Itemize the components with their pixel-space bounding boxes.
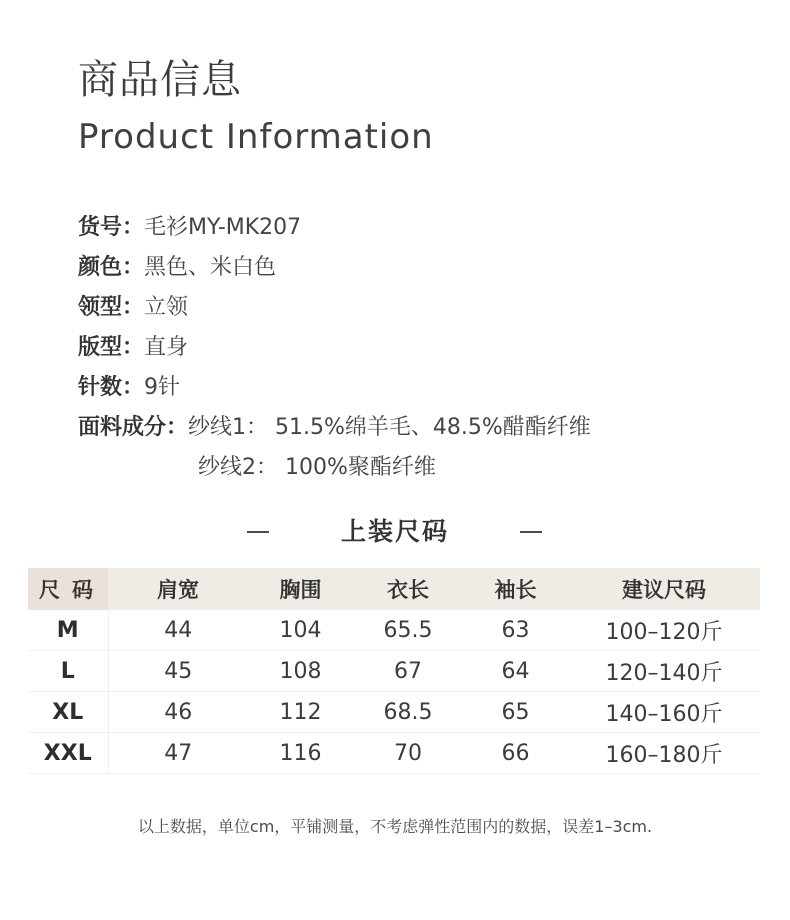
info-row-fit	[78, 328, 758, 368]
suggested-cell: 100–120斤	[568, 610, 760, 651]
size-cell: XL	[28, 692, 108, 733]
info-row-item-no	[78, 208, 758, 248]
shoulder-cell: 46	[108, 692, 248, 733]
page-title-en: Product Information	[78, 117, 434, 157]
size-cell: M	[28, 610, 108, 651]
item-no-label: 货号：	[78, 215, 145, 240]
info-row-gauge	[78, 368, 758, 408]
sleeve-cell: 63	[463, 610, 568, 651]
size-cell: XXL	[28, 733, 108, 774]
gauge-label: 针数：	[78, 375, 145, 400]
item-no-value: 毛衫MY-MK207	[144, 215, 302, 240]
size-table	[28, 568, 760, 774]
size-table-header-row	[28, 568, 760, 610]
info-row-material-cont	[78, 448, 758, 488]
header-suggested: 建议尺码	[568, 568, 760, 610]
length-cell: 70	[353, 733, 463, 774]
sleeve-cell: 64	[463, 651, 568, 692]
size-section-title: 上装尺码	[340, 517, 449, 546]
info-row-color	[78, 248, 758, 288]
header-sleeve: 袖长	[463, 568, 568, 610]
sleeve-cell: 66	[463, 733, 568, 774]
shoulder-cell: 44	[108, 610, 248, 651]
collar-label: 领型：	[78, 295, 145, 320]
collar-value: 立领	[144, 295, 189, 320]
color-label: 颜色：	[78, 255, 145, 280]
size-cell: L	[28, 651, 108, 692]
table-row	[28, 692, 760, 733]
chest-cell: 108	[248, 651, 353, 692]
page-title-cn: 商品信息	[78, 57, 242, 103]
header-length: 衣长	[353, 568, 463, 610]
sleeve-cell: 65	[463, 692, 568, 733]
header-shoulder: 肩宽	[108, 568, 248, 610]
length-cell: 67	[353, 651, 463, 692]
material-line-1: 纱线1： 51.5%绵羊毛、48.5%醋酯纤维	[188, 415, 591, 440]
chest-cell: 104	[248, 610, 353, 651]
info-row-material	[78, 408, 758, 448]
length-cell: 68.5	[353, 692, 463, 733]
header-chest: 胸围	[248, 568, 353, 610]
material-label: 面料成分：	[78, 415, 189, 440]
measurement-footnote: 以上数据，单位cm，平铺测量，不考虑弹性范围内的数据，误差1–3cm.	[137, 817, 653, 836]
gauge-value: 9针	[144, 375, 181, 400]
product-info-list	[78, 208, 758, 488]
suggested-cell: 120–140斤	[568, 651, 760, 692]
suggested-cell: 140–160斤	[568, 692, 760, 733]
chest-cell: 116	[248, 733, 353, 774]
table-row	[28, 610, 760, 651]
fit-value: 直身	[144, 335, 189, 360]
header-size: 尺码	[28, 568, 108, 610]
fit-label: 版型：	[78, 335, 145, 360]
chest-cell: 112	[248, 692, 353, 733]
table-row	[28, 651, 760, 692]
heading-dash-right	[520, 531, 542, 533]
length-cell: 65.5	[353, 610, 463, 651]
color-value: 黑色、米白色	[144, 255, 277, 280]
table-row	[28, 733, 760, 774]
suggested-cell: 160–180斤	[568, 733, 760, 774]
shoulder-cell: 47	[108, 733, 248, 774]
shoulder-cell: 45	[108, 651, 248, 692]
material-line-2: 纱线2： 100%聚酯纤维	[198, 455, 436, 480]
size-section-heading	[0, 512, 790, 552]
info-row-collar	[78, 288, 758, 328]
